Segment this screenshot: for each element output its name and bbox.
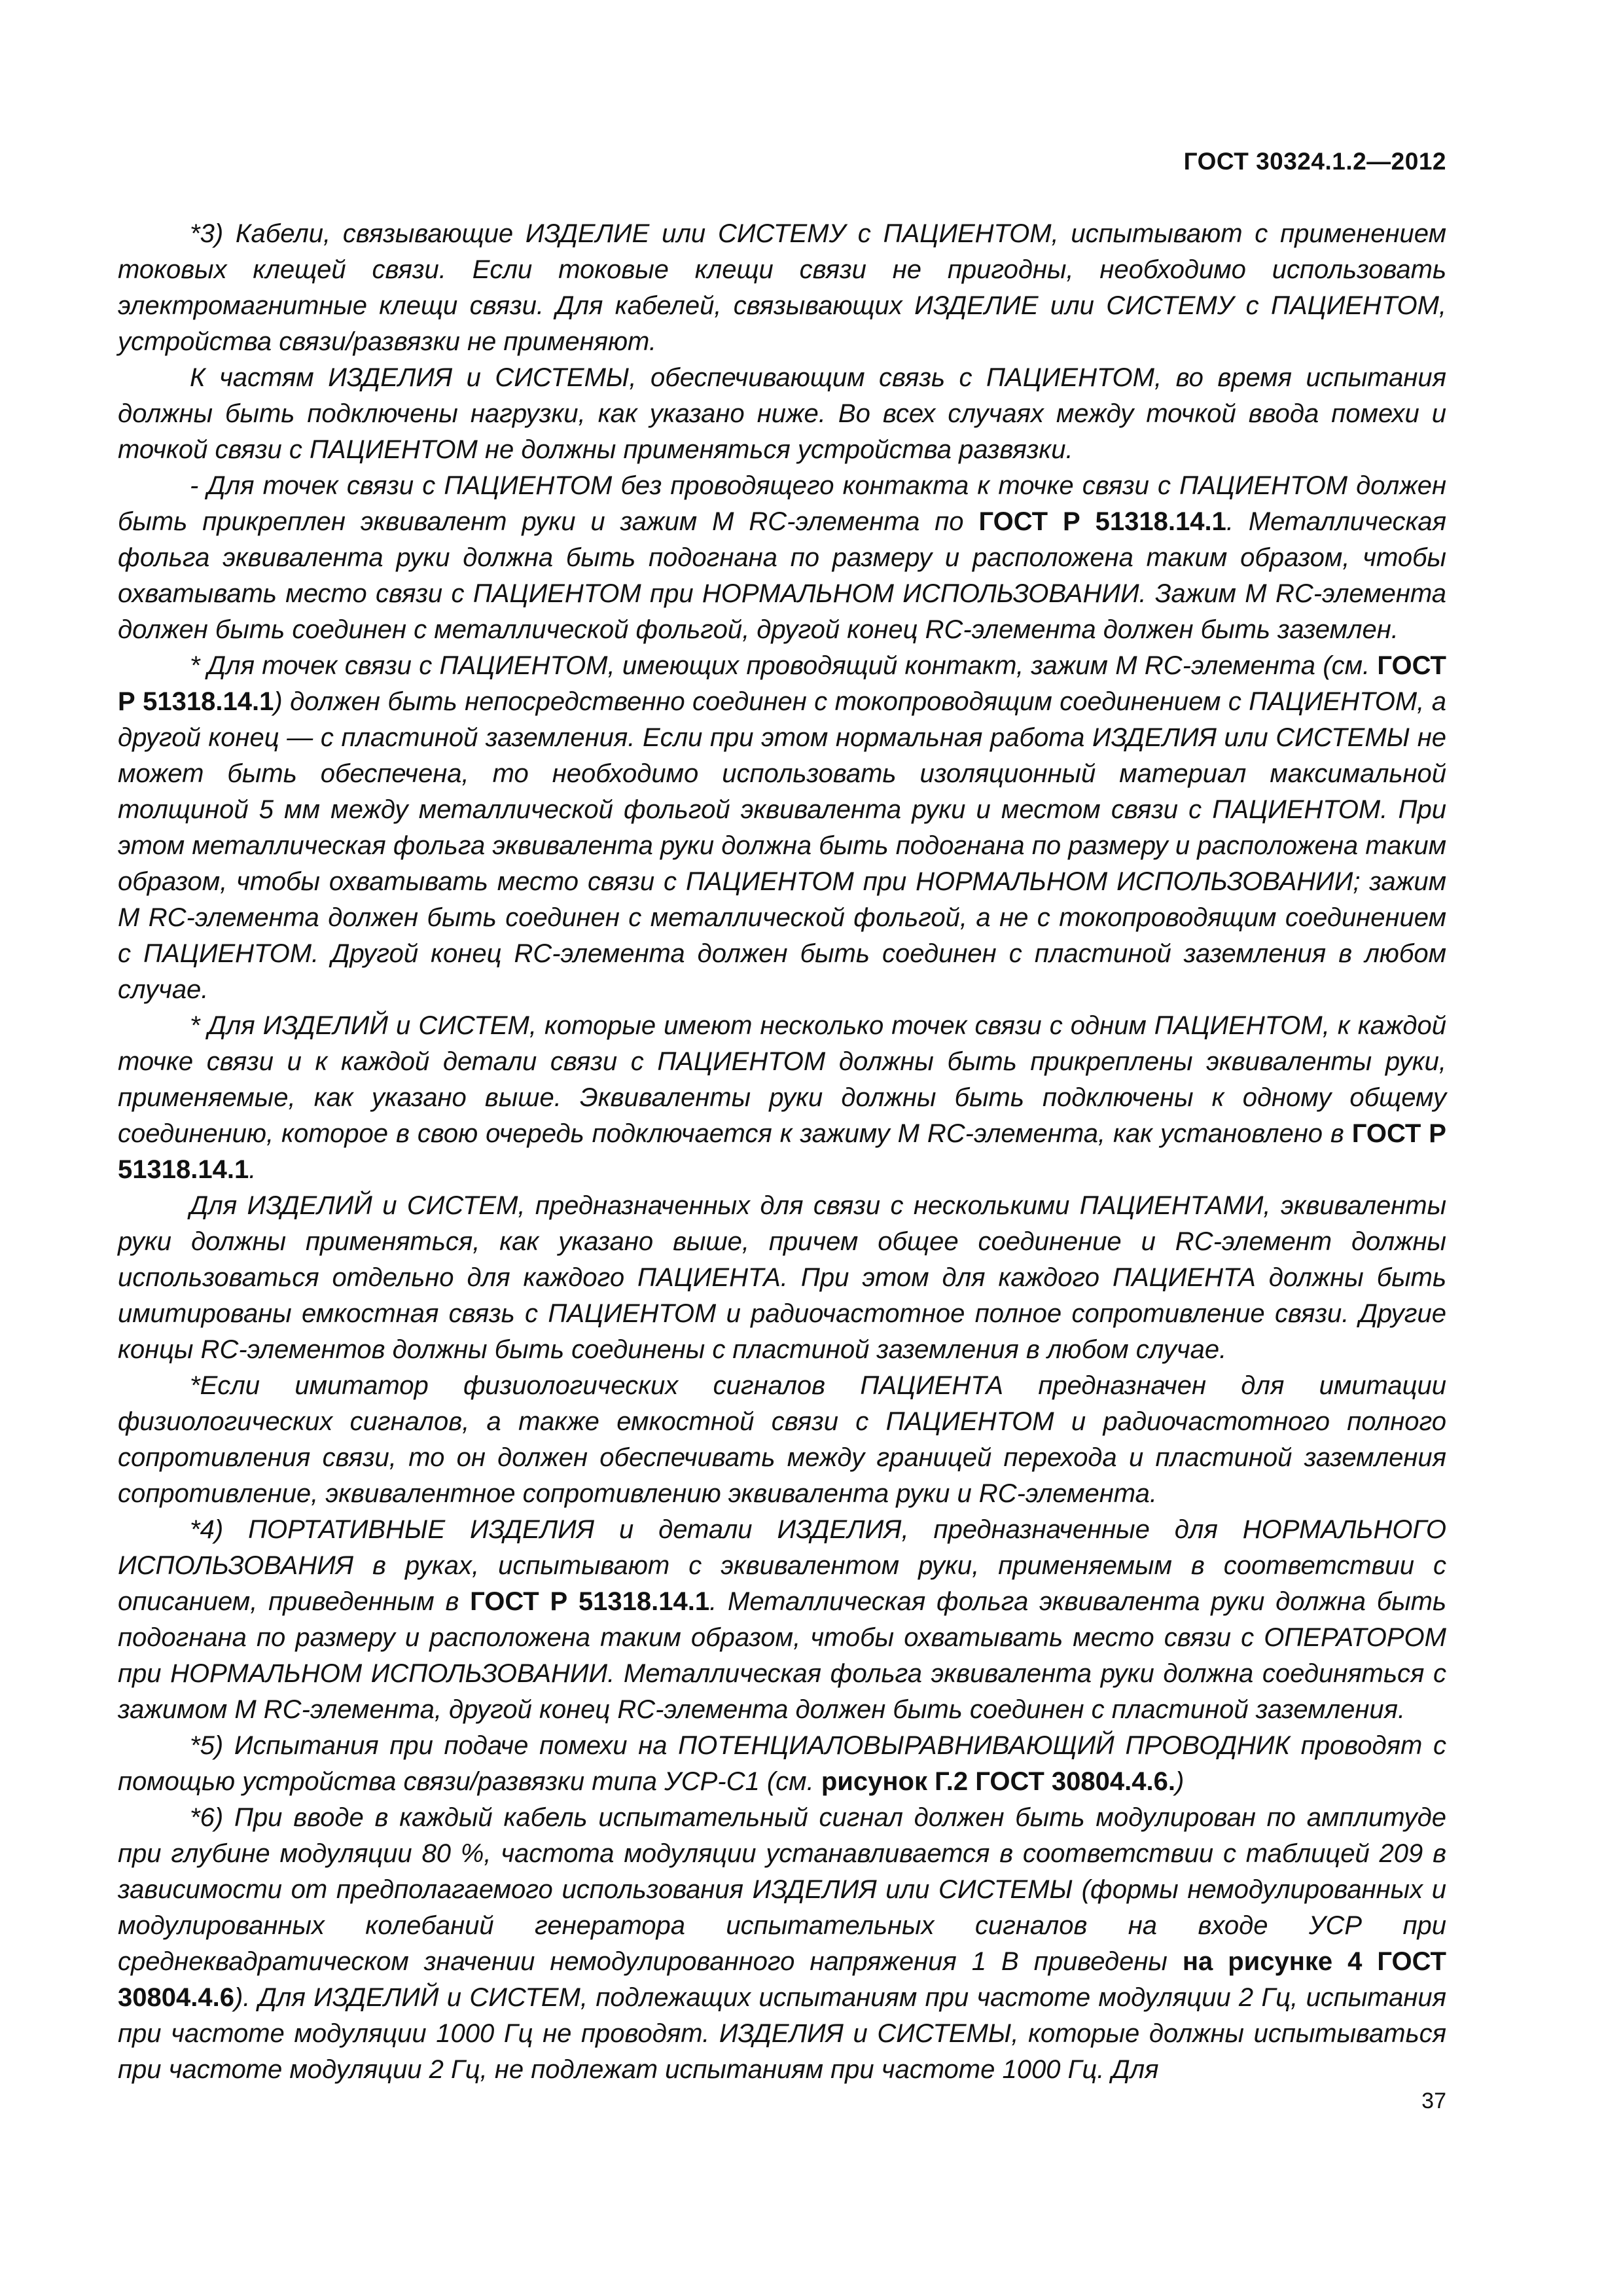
paragraph-multiple-contact-points: [118, 1008, 1446, 1188]
paragraph-conductive-contact: [118, 648, 1446, 1008]
paragraph-multiple-patients: [118, 1188, 1446, 1368]
standard-reference: ГОСТ Р 51318.14.1: [118, 1119, 1446, 1184]
paragraph-text: . Металлическая фольга эквивалента руки должна быть подогнана по размеру и расположена таким образом, чтобы охватывать место связи с ПАЦИЕНТОМ при НОРМАЛЬНОМ ИСПОЛЬЗОВАНИИ. Зажим М RC-элемента должен быть соединен с металлической фольгой, другой конец RC-элемента должен быть заземлен.: [118, 507, 1447, 644]
paragraph-text: - Для точек связи с ПАЦИЕНТОМ без проводящего контакта к точке связи с ПАЦИЕНТОМ должен быть прикреплен эквивалент руки и зажим М RC-элемента по: [118, 471, 1446, 536]
paragraph-signal-simulator: [118, 1368, 1446, 1512]
standard-reference: рисунок Г.2 ГОСТ 30804.4.6.: [821, 1767, 1175, 1796]
standard-reference: на рисунке 4 ГОСТ 30804.4.6: [118, 1947, 1446, 2012]
paragraph-text: ). Для ИЗДЕЛИЙ и СИСТЕМ, подлежащих испытаниям при частоте модуляции 2 Гц, испытания при частоте модуляции 1000 Гц не проводят. ИЗДЕЛИЯ и СИСТЕМЫ, которые должны испытываться при частоте модуляции 2 Гц, не подлежат испытаниям при частоте 1000 Гц. Для: [118, 1983, 1446, 2084]
paragraph-note-5: [118, 1728, 1446, 1800]
paragraph-note-4: [118, 1512, 1446, 1728]
paragraph-text: .: [249, 1155, 257, 1184]
paragraph-text: *3) Кабели, связывающие ИЗДЕЛИЕ или СИСТЕМУ с ПАЦИЕНТОМ, испытывают с применением токовых клещей связи. Если токовые клещи связи не пригодны, необходимо использовать электромагнитные клещи связи. Для кабелей, связывающих ИЗДЕЛИЕ или СИСТЕМУ с ПАЦИЕНТОМ, устройства связи/развязки не применяют.: [118, 219, 1446, 356]
paragraph-text: *6) При вводе в каждый кабель испытательный сигнал должен быть модулирован по амплитуде при глубине модуляции 80 %, частота модуляции устанавливается в соответствии с таблицей 209 в зависимости от предполагаемого использования ИЗДЕЛИЯ или СИСТЕМЫ (формы немодулированных и модулированных колебаний генератора испытательных сигналов на входе УСР при среднеквадратическом значении немодулированного напряжения 1 В приведены: [118, 1803, 1446, 1976]
document-header: ГОСТ 30324.1.2—2012: [1183, 148, 1446, 175]
paragraph-text: ) должен быть непосредственно соединен с токопроводящим соединением с ПАЦИЕНТОМ, а другой конец — с пластиной заземления. Если при этом нормальная работа ИЗДЕЛИЯ или СИСТЕМЫ не может быть обеспечена, то необходимо использовать изоляционный материал максимальной толщиной 5 мм между металлической фольгой эквивалента руки и местом связи с ПАЦИЕНТОМ. При этом металлическая фольга эквивалента руки должна быть подогнана по размеру и расположена таким образом, чтобы охватывать место связи с ПАЦИЕНТОМ при НОРМАЛЬНОМ ИСПОЛЬЗОВАНИИ; зажим М RC-элемента должен быть соединен с металлической фольгой, а не с токопроводящим соединением с ПАЦИЕНТОМ. Другой конец RC-элемента должен быть соединен с пластиной заземления в любом случае.: [118, 687, 1446, 1004]
paragraph-text: ): [1175, 1767, 1185, 1796]
document-body: [118, 216, 1446, 2088]
paragraph-text: * Для точек связи с ПАЦИЕНТОМ, имеющих проводящий контакт, зажим М RC-элемента (см.: [190, 651, 1378, 680]
standard-reference: ГОСТ Р 51318.14.1: [118, 651, 1446, 716]
paragraph-patient-loads: [118, 360, 1446, 468]
paragraph-text: * Для ИЗДЕЛИЙ и СИСТЕМ, которые имеют несколько точек связи с одним ПАЦИЕНТОМ, к каждой точке связи и к каждой детали связи с ПАЦИЕНТОМ должны быть прикреплены эквиваленты руки, применяемые, как указано выше. Эквиваленты руки должны быть подключены к одному общему соединению, которое в свою очередь подключается к зажиму М RC-элемента, как установлено в: [118, 1011, 1446, 1148]
standard-reference: ГОСТ Р 51318.14.1: [978, 507, 1226, 536]
paragraph-text: Для ИЗДЕЛИЙ и СИСТЕМ, предназначенных для связи с несколькими ПАЦИЕНТАМИ, эквиваленты руки должны применяться, как указано выше, причем общее соединение и RC-элемент должны использоваться отдельно для каждого ПАЦИЕНТА. При этом для каждого ПАЦИЕНТА должны быть имитированы емкостная связь с ПАЦИЕНТОМ и радиочастотное полное сопротивление связи. Другие концы RC-элементов должны быть соединены с пластиной заземления в любом случае.: [118, 1191, 1446, 1364]
paragraph-text: *5) Испытания при подаче помехи на ПОТЕНЦИАЛОВЫРАВНИВАЮЩИЙ ПРОВОДНИК проводят с помощью устройства связи/развязки типа УСР-С1 (см.: [118, 1731, 1446, 1796]
paragraph-text: . Металлическая фольга эквивалента руки должна быть подогнана по размеру и расположена таким образом, чтобы охватывать место связи с ОПЕРАТОРОМ при НОРМАЛЬНОМ ИСПОЛЬЗОВАНИИ. Металлическая фольга эквивалента руки должна соединяться с зажимом М RC-элемента, другой конец RC-элемента должен быть соединен с пластиной заземления.: [118, 1587, 1447, 1724]
paragraph-text: К частям ИЗДЕЛИЯ и СИСТЕМЫ, обеспечивающим связь с ПАЦИЕНТОМ, во время испытания должны быть подключены нагрузки, как указано ниже. Во всех случаях между точкой ввода помехи и точкой связи с ПАЦИЕНТОМ не должны применяться устройства развязки.: [118, 363, 1446, 464]
paragraph-non-conductive-contact: [118, 468, 1446, 648]
paragraph-note-6: [118, 1800, 1446, 2088]
paragraph-note-3: [118, 216, 1446, 360]
paragraph-text: *4) ПОРТАТИВНЫЕ ИЗДЕЛИЯ и детали ИЗДЕЛИЯ, предназначенные для НОРМАЛЬНОГО ИСПОЛЬЗОВАНИЯ в руках, испытывают с эквивалентом руки, применяемым в соответствии с описанием, приведенным в: [118, 1515, 1446, 1616]
standard-reference: ГОСТ Р 51318.14.1: [470, 1587, 710, 1616]
paragraph-text: *Если имитатор физиологических сигналов ПАЦИЕНТА предназначен для имитации физиологических сигналов, а также емкостной связи с ПАЦИЕНТОМ и радиочастотного полного сопротивления связи, то он должен обеспечивать между границей перехода и пластиной заземления сопротивление, эквивалентное сопротивлению эквивалента руки и RC-элемента.: [118, 1371, 1446, 1508]
page-number: 37: [1421, 2089, 1446, 2113]
